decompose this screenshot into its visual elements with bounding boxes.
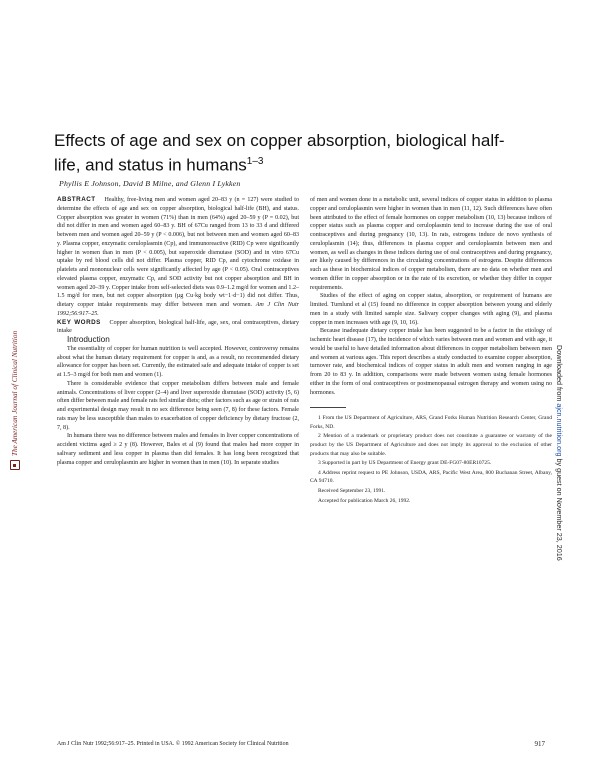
right-column <box>310 196 552 506</box>
page-footer <box>57 741 545 751</box>
intro-paragraph: There is considerable evidence that copper metabolism differs between male and female animals. Concentrations of liver copper (2–4) and liver superoxide dismutase (SOD) activity (5, 6) often differ between male and female rats fed similar diets; other factors such as age or strain of rats and experimental design may result in no sex difference being seen (7, 8) for these factors. Female rats may be less susceptible than males to exacerbation of copper deficiency by dietary fructose (2, 7, 8). <box>57 380 300 431</box>
footnote: Received September 23, 1991. <box>318 488 386 494</box>
footnote: 3 Supported in part by US Department of Energy grant DE-FG07-80ER10725. <box>318 460 492 467</box>
journal-name: The American Journal of Clinical Nutrition <box>11 330 19 456</box>
intro-paragraph: In humans there was no difference between males and females in liver copper concentrations of accident victims aged ≥ 2 y (8). However, Bales et al (9) found that males had more copper in salivary sediment and less copper in plasma than did females. It has long been recognized that plasma copper and ceruloplasmin are higher in women than in men (10). In separate studies <box>57 433 299 466</box>
footnote: 4 Address reprint request to PE Johnson, USDA, ARS, Pacific West Area, 800 Buchanan Street, Albany, CA 94710. <box>310 469 552 485</box>
footnote-divider <box>310 407 346 408</box>
download-prefix: Downloaded from <box>555 345 564 404</box>
title-footnote-marker: 1–3 <box>246 156 264 167</box>
abstract <box>57 196 299 319</box>
section-heading-introduction: Introduction <box>67 335 110 344</box>
abstract-text: Healthy, free-living men and women aged 20–83 y (n = 127) were studied to determine the effects of age and sex on copper absorption, biological half-life (BH), and status. Copper absorption was greater in women (71%) than in men (64%) aged 20–59 y (P = 0.02), but did not differ in men and women aged 60–83 y. BH of 67Cu ranged from 13 to 33 d and differed between men and women aged 20–59 y (P < 0.006), but not between men and women aged 60–83 y. Plasma copper, enzymatic ceruloplasmin (Cp), and immunoreactive (RID) Cp were significantly higher in women than in men (P < 0.005), but superoxide dismutase (SOD) and in vitro 67Cu uptake by red blood cells did not differ. Plasma copper, RID Cp, and cytochrome oxidase in platelets and mononuclear cells were significantly affected by age (P < 0.05). Oral contraceptives elevated plasma copper, enzymatic Cp, and SOD activity but not copper absorption and BH in women aged 20–39 y. Copper intake from self-selected diets was 0.9–1.2 mg/d for women and 1.2–1.5 mg/d for men, but net copper absorption (µg Cu·kg body wt−1·d−1) did not differ. Thus, dietary copper intake requirements may differ between men and women. <box>57 197 299 308</box>
footnote: 2 Mention of a trademark or proprietary product does not constitute a guarantee or warranty of the product by the US Department of Agriculture and does not imply its approval to the exclusion of other products that may also be suitable. <box>310 433 552 457</box>
author-list: Phyllis E Johnson, David B Milne, and Glenn I Lykken <box>59 179 241 188</box>
keywords-heading: KEY WORDS <box>57 318 101 326</box>
page-number: 917 <box>534 740 545 748</box>
article-title <box>54 130 514 176</box>
title-text: Effects of age and sex on copper absorption, biological half-life, and status in humans <box>54 131 505 175</box>
left-column <box>57 196 299 467</box>
footnote: 1 From the US Department of Agriculture, ARS, Grand Forks Human Nutrition Research Center, Grand Forks, ND. <box>310 415 552 430</box>
body-paragraph: Because inadequate dietary copper intake has been suggested to be a factor in the etiology of ischemic heart disease (17), the incidence of which varies between men and women and with age, it would be useful to have detailed information about differences in copper metabolism between men and women at various ages. This report describes a study conducted to examine copper absorption, turnover rate, and biochemical indices of copper status in adult men and women ranging in age from 20 to 83 y. In addition, comparisons were made between women using female hormones either in the form of oral contraceptives or postmenopausal estrogen therapy and women using no hormones. <box>310 328 552 396</box>
download-link[interactable]: ajcn.nutrition.org <box>555 403 564 457</box>
footnote: Accepted for publication March 26, 1992. <box>318 497 411 504</box>
keywords <box>57 319 299 337</box>
journal-sidebar-label <box>10 331 20 470</box>
intro-paragraph: The essentiality of copper for human nutrition is well accepted. However, controversy remains about what the human dietary requirement for copper is and, as a result, no recommended dietary allowance for copper has been set. Currently, the estimated safe and adequate intake of copper is set at 1.5–3 mg/d for both men and women (1). <box>57 345 299 378</box>
footnotes <box>310 414 552 505</box>
abstract-heading: ABSTRACT <box>57 196 96 203</box>
download-suffix: by guest on November 23, 2016 <box>555 456 564 561</box>
journal-logo-icon <box>10 460 20 470</box>
keywords-text: Copper absorption, biological half-life, age, sex, oral contraceptives, dietary intake <box>57 319 299 335</box>
footer-citation: Am J Clin Nutr 1992;56:917–25. Printed in USA. © 1992 American Society for Clinical Nutrition <box>57 741 289 747</box>
download-watermark <box>555 345 564 561</box>
abstract-citation: Am J Clin Nutr 1992;56:917–25. <box>57 302 299 317</box>
body-paragraph: of men and women done in a metabolic unit, several indices of copper status in addition to plasma copper and ceruloplasmin were higher in women than in men (11, 12). Such differences have often been attributed to the effect of female hormones on copper metabolism (10, 13) because indices of copper status such as plasma copper and ceruloplasmin tend to increase during the use of oral contraceptives and during pregnancy (10, 13). In rats, estrogens induce de novo synthesis of ceruloplasmin (14); thus, differences in plasma copper and ceruloplasmin between men and women, as well as changes in these indices during use of oral contraceptives and during pregnancy, are likely caused by differences in the circulating concentrations of estrogens. Despite differences such as these in biochemical indices of copper metabolism, there are no data on whether men and women differ in copper absorption or in the rate of its excretion, or whether they differ in copper requirements. <box>310 197 552 291</box>
body-paragraph: Studies of the effect of aging on copper status, absorption, or requirement of humans are limited. Turnlund et al (15) found no difference in copper absorption between young and elderly men in a study with limited sample size. Salivary copper changes with aging (9), and plasma copper in men increases with age (9, 10, 16). <box>310 293 552 326</box>
